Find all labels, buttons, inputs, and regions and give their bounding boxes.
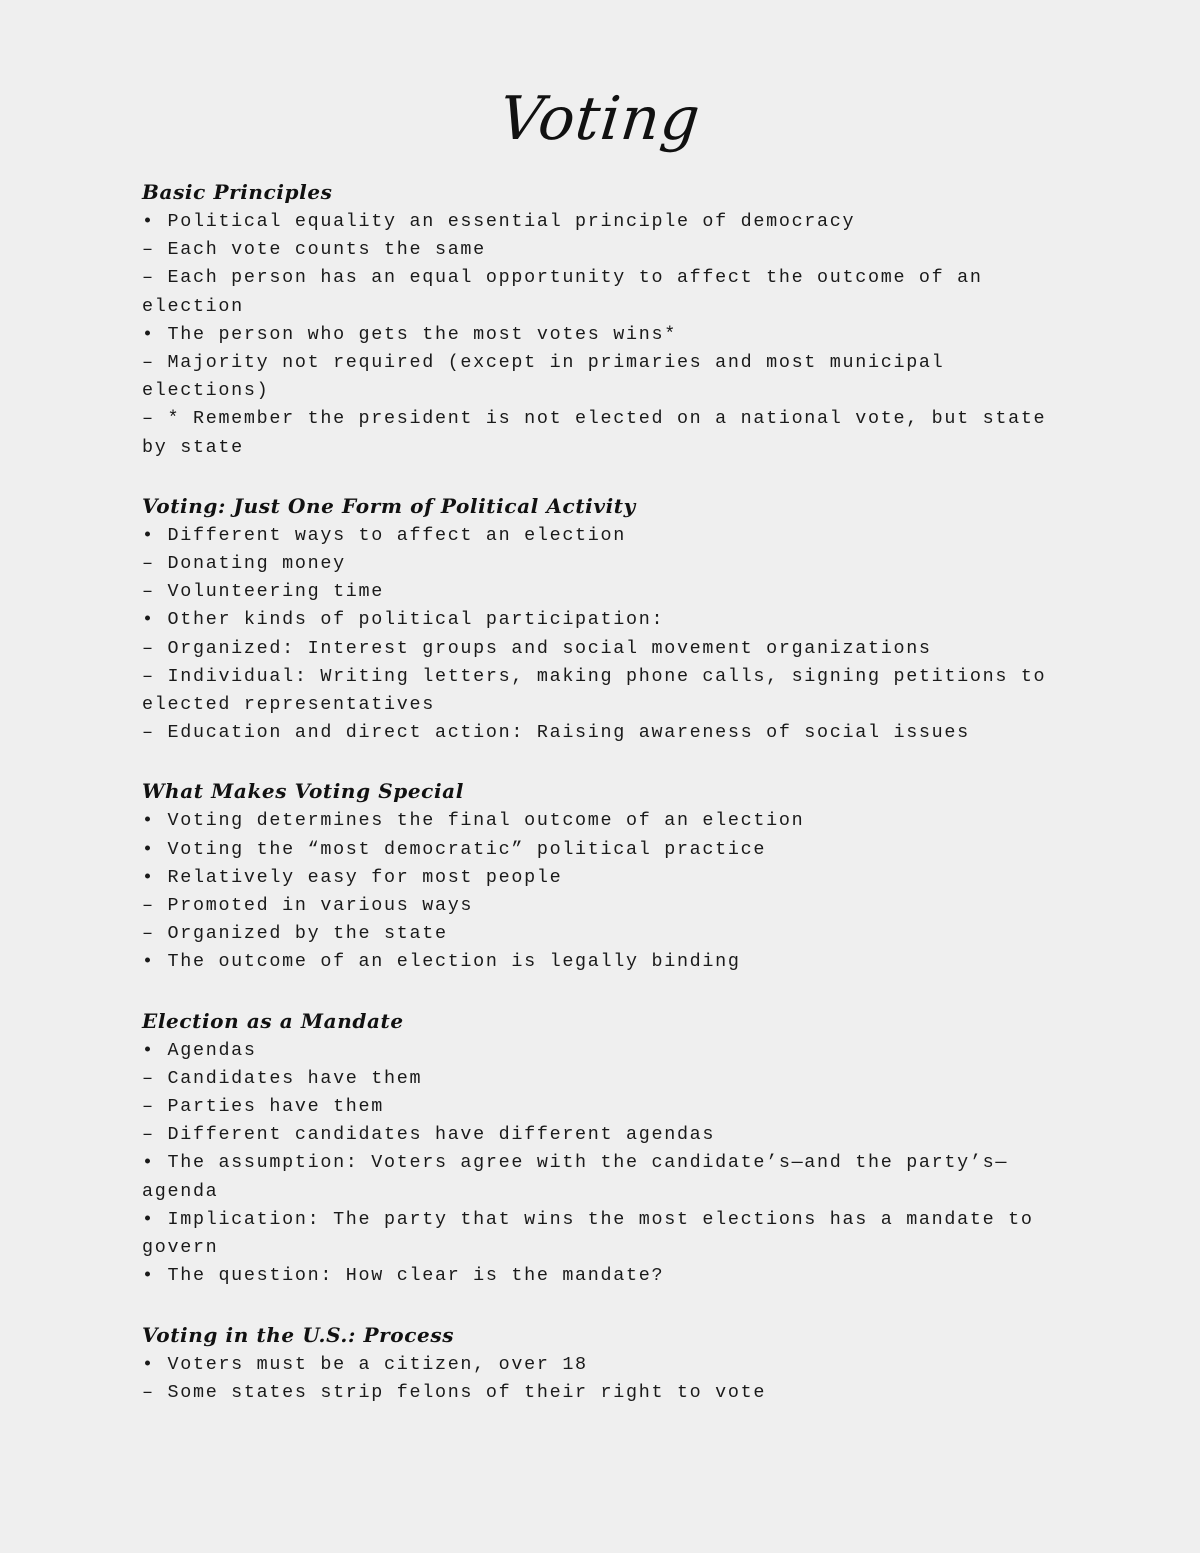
list-item [142, 1037, 1062, 1065]
list-item-text: The question: How clear is the mandate? [167, 1265, 665, 1287]
list-item [142, 1065, 1062, 1093]
list-item-text: Implication: The party that wins the most elections has a mandate to govern [142, 1208, 1034, 1259]
dash-marker: – [142, 722, 155, 744]
section-us-process [142, 1319, 1062, 1407]
list-item-text: Promoted in various ways [167, 895, 474, 917]
list-item-text: Each person has an equal opportunity to affect the outcome of an election [142, 267, 983, 317]
dash-marker: – [142, 665, 155, 687]
list-item-text: Agendas [167, 1039, 257, 1061]
list-item [142, 635, 1062, 663]
list-item [142, 892, 1062, 920]
list-item-text: Organized: Interest groups and social movement organizations [167, 637, 932, 659]
bullet-marker: • [142, 1152, 155, 1174]
list-item-text: Candidates have them [167, 1067, 423, 1089]
list-item [142, 948, 1062, 976]
list-item-text: Education and direct action: Raising awareness of social issues [167, 722, 970, 744]
bullet-marker: • [142, 1039, 155, 1061]
list-item-text: The outcome of an election is legally binding [167, 951, 741, 973]
list-item-text: Each vote counts the same [167, 239, 486, 261]
dash-marker: – [142, 553, 155, 575]
list-item [142, 1262, 1062, 1290]
dash-marker: – [142, 1067, 155, 1089]
notes-body [142, 176, 1062, 1435]
list-item-text: Parties have them [167, 1096, 385, 1118]
list-item-text: Different candidates have different agendas [167, 1124, 716, 1146]
list-item [142, 836, 1062, 864]
list-item-text: Majority not required (except in primaries and most municipal elections) [142, 352, 945, 402]
list-item [142, 807, 1062, 835]
list-item-text: Different ways to affect an election [167, 524, 627, 546]
dash-marker: – [142, 637, 155, 659]
list-item-text: Voting the “most democratic” political practice [167, 838, 767, 860]
dash-marker: – [142, 895, 155, 917]
dash-marker: – [142, 352, 155, 374]
list-item [142, 1206, 1062, 1262]
list-item-text: Organized by the state [167, 923, 448, 945]
section-heading: Voting: Just One Form of Political Activity [142, 493, 636, 518]
list-item [142, 606, 1062, 634]
list-item-text: Individual: Writing letters, making phone calls, signing petitions to elected representatives [142, 665, 1047, 716]
list-item-text: Relatively easy for most people [167, 866, 563, 888]
list-item [142, 578, 1062, 606]
list-item [142, 864, 1062, 892]
list-item [142, 663, 1062, 719]
dash-marker: – [142, 1096, 155, 1118]
list-item-text: The assumption: Voters agree with the candidate’s—and the party’s—agenda [142, 1152, 1009, 1202]
bullet-marker: • [142, 211, 155, 232]
list-item-text: Donating money [167, 553, 346, 575]
dash-marker: – [142, 1381, 155, 1403]
list-item-text: The person who gets the most votes wins* [167, 323, 677, 345]
bullet-marker: • [142, 609, 155, 631]
bullet-marker: • [142, 1208, 155, 1230]
list-item-text: Voters must be a citizen, over 18 [167, 1353, 588, 1375]
list-item [142, 264, 1062, 320]
bullet-marker: • [142, 323, 155, 345]
list-item-text: Other kinds of political participation: [167, 609, 665, 631]
list-item [142, 405, 1062, 461]
list-item [142, 321, 1062, 349]
section-heading: Voting in the U.S.: Process [142, 1322, 455, 1347]
list-item [142, 349, 1062, 405]
list-item [142, 719, 1062, 747]
section-heading: Election as a Mandate [142, 1008, 404, 1033]
section-heading: Basic Principles [142, 180, 333, 204]
section-heading: What Makes Voting Special [142, 779, 464, 804]
bullet-marker: • [142, 1353, 155, 1375]
bullet-marker: • [142, 524, 155, 546]
list-item [142, 236, 1062, 264]
page-title: Voting [496, 84, 704, 154]
list-item-text: Political equality an essential principle of democracy [167, 211, 856, 232]
list-item-text: Voting determines the final outcome of an election [167, 810, 805, 832]
bullet-marker: • [142, 866, 155, 888]
list-item [142, 1379, 1062, 1407]
section-basic-principles [142, 176, 1062, 462]
dash-marker: – [142, 581, 155, 603]
list-item [142, 550, 1062, 578]
dash-marker: – [142, 923, 155, 945]
list-item [142, 920, 1062, 948]
section-voting-special [142, 775, 1062, 976]
list-item [142, 1093, 1062, 1121]
dash-marker: – [142, 408, 155, 430]
dash-marker: – [142, 239, 155, 261]
list-item [142, 1121, 1062, 1149]
list-item-text: Volunteering time [167, 581, 385, 603]
section-election-mandate [142, 1005, 1062, 1291]
bullet-marker: • [142, 951, 155, 973]
list-item [142, 208, 1062, 236]
list-item [142, 1149, 1062, 1205]
dash-marker: – [142, 267, 155, 289]
section-political-activity [142, 490, 1062, 748]
list-item-text: * Remember the president is not elected on a national vote, but state by state [142, 408, 1047, 458]
bullet-marker: • [142, 810, 155, 832]
dash-marker: – [142, 1124, 155, 1146]
list-item [142, 1351, 1062, 1379]
list-item-text: Some states strip felons of their right to vote [167, 1381, 767, 1403]
bullet-marker: • [142, 1265, 155, 1287]
list-item [142, 522, 1062, 550]
bullet-marker: • [142, 838, 155, 860]
